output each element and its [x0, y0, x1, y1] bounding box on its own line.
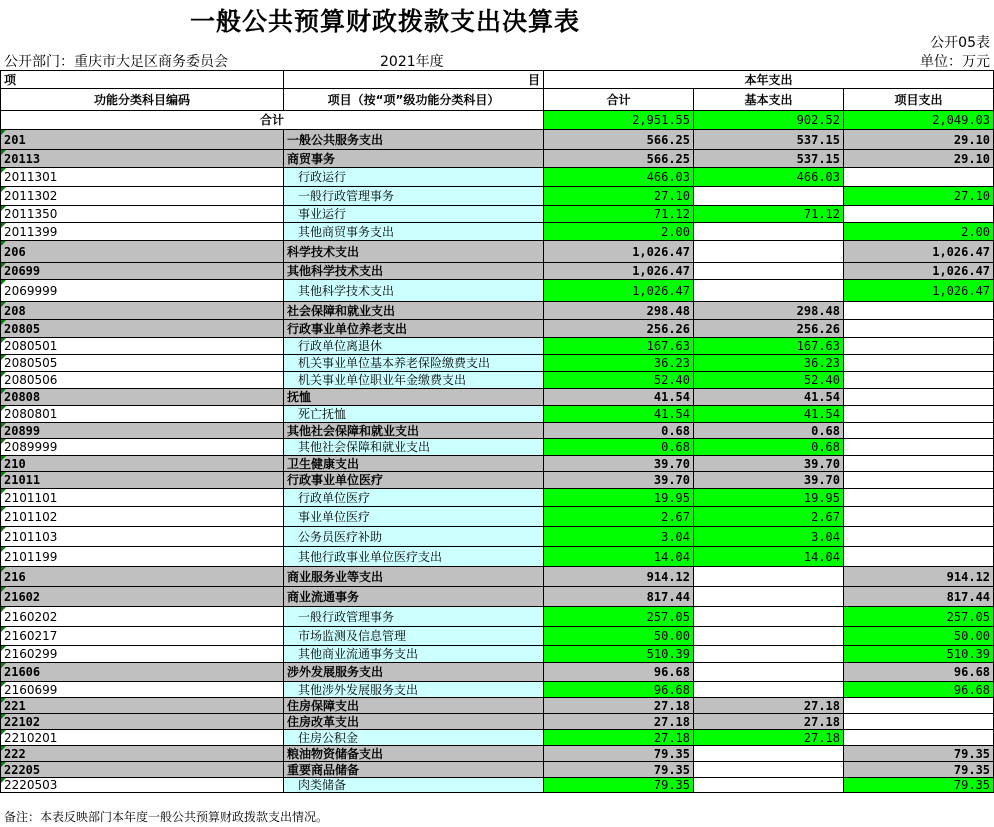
row-name: 行政单位离退休 [284, 338, 544, 355]
row-project [844, 472, 994, 489]
row-total: 52.40 [544, 372, 694, 389]
row-project: 914.12 [844, 567, 994, 587]
row-code: 2160299 [1, 646, 284, 663]
row-basic [694, 263, 844, 280]
row-total: 96.68 [544, 682, 694, 698]
row-total: 257.05 [544, 607, 694, 627]
row-code: 2080505 [1, 355, 284, 372]
row-name: 一般公共服务支出 [284, 130, 544, 150]
row-total: 39.70 [544, 456, 694, 472]
table-row [1, 456, 994, 472]
row-name: 机关事业单位基本养老保险缴费支出 [284, 355, 544, 372]
row-basic: 71.12 [694, 206, 844, 223]
row-code: 2220503 [1, 778, 284, 793]
row-basic: 41.54 [694, 406, 844, 423]
row-total: 27.18 [544, 698, 694, 714]
row-total: 0.68 [544, 439, 694, 456]
row-code: 2160217 [1, 627, 284, 646]
row-total: 96.68 [544, 663, 694, 682]
row-basic [694, 587, 844, 607]
row-total: 2.00 [544, 223, 694, 241]
row-project [844, 547, 994, 567]
budget-table [0, 70, 994, 793]
row-total: 1,026.47 [544, 280, 694, 302]
row-name: 事业单位医疗 [284, 507, 544, 527]
row-name: 行政单位医疗 [284, 489, 544, 507]
row-name: 一般行政管理事务 [284, 607, 544, 627]
table-row [1, 698, 994, 714]
row-basic [694, 646, 844, 663]
row-basic: 256.26 [694, 320, 844, 338]
row-project: 50.00 [844, 627, 994, 646]
row-name: 科学技术支出 [284, 241, 544, 263]
row-total: 27.18 [544, 714, 694, 730]
row-name: 住房改革支出 [284, 714, 544, 730]
row-code: 20805 [1, 320, 284, 338]
row-name: 商业服务业等支出 [284, 567, 544, 587]
row-basic [694, 187, 844, 206]
table-row [1, 663, 994, 682]
row-project: 2.00 [844, 223, 994, 241]
table-row [1, 730, 994, 746]
row-project: 29.10 [844, 150, 994, 168]
row-name: 社会保障和就业支出 [284, 302, 544, 320]
row-name: 其他商贸事务支出 [284, 223, 544, 241]
row-name: 事业运行 [284, 206, 544, 223]
row-name: 粮油物资储备支出 [284, 746, 544, 762]
row-code: 22205 [1, 762, 284, 778]
table-row [1, 489, 994, 507]
row-project [844, 698, 994, 714]
row-basic [694, 682, 844, 698]
row-total: 510.39 [544, 646, 694, 663]
row-total: 1,026.47 [544, 263, 694, 280]
row-code: 2101103 [1, 527, 284, 547]
row-project: 27.10 [844, 187, 994, 206]
row-total: 3.04 [544, 527, 694, 547]
row-project [844, 168, 994, 187]
row-basic: 2.67 [694, 507, 844, 527]
row-basic: 39.70 [694, 472, 844, 489]
row-total: 256.26 [544, 320, 694, 338]
row-code: 210 [1, 456, 284, 472]
row-project: 96.68 [844, 682, 994, 698]
table-row [1, 646, 994, 663]
table-row [1, 355, 994, 372]
row-code: 216 [1, 567, 284, 587]
row-project [844, 355, 994, 372]
row-basic: 466.03 [694, 168, 844, 187]
row-code: 20808 [1, 389, 284, 406]
row-total: 36.23 [544, 355, 694, 372]
row-total: 79.35 [544, 746, 694, 762]
row-total: 566.25 [544, 130, 694, 150]
header-basic: 基本支出 [694, 89, 844, 111]
row-name: 死亡抚恤 [284, 406, 544, 423]
row-name: 市场监测及信息管理 [284, 627, 544, 646]
row-code: 2069999 [1, 280, 284, 302]
row-basic [694, 223, 844, 241]
row-total: 19.95 [544, 489, 694, 507]
row-name: 商贸事务 [284, 150, 544, 168]
table-row [1, 607, 994, 627]
row-project [844, 406, 994, 423]
table-row [1, 567, 994, 587]
header-name: 项目（按“项”级功能分类科目） [284, 89, 544, 111]
row-total: 298.48 [544, 302, 694, 320]
table-row [1, 168, 994, 187]
table-row [1, 187, 994, 206]
row-code: 2011301 [1, 168, 284, 187]
row-basic [694, 627, 844, 646]
row-basic: 27.18 [694, 714, 844, 730]
row-project [844, 372, 994, 389]
row-name: 其他科学技术支出 [284, 263, 544, 280]
row-code: 2210201 [1, 730, 284, 746]
row-project: 96.68 [844, 663, 994, 682]
row-project: 29.10 [844, 130, 994, 150]
row-total: 41.54 [544, 389, 694, 406]
row-total: 466.03 [544, 168, 694, 187]
table-row [1, 130, 994, 150]
row-project: 79.35 [844, 746, 994, 762]
row-basic [694, 762, 844, 778]
row-basic: 41.54 [694, 389, 844, 406]
table-row [1, 206, 994, 223]
row-name: 其他科学技术支出 [284, 280, 544, 302]
row-code: 2011302 [1, 187, 284, 206]
row-code: 2080801 [1, 406, 284, 423]
row-name: 卫生健康支出 [284, 456, 544, 472]
row-project [844, 489, 994, 507]
row-basic [694, 778, 844, 793]
table-row [1, 682, 994, 698]
table-row [1, 302, 994, 320]
row-project: 79.35 [844, 762, 994, 778]
row-name: 行政事业单位医疗 [284, 472, 544, 489]
row-name: 行政事业单位养老支出 [284, 320, 544, 338]
row-name: 肉类储备 [284, 778, 544, 793]
row-code: 2080501 [1, 338, 284, 355]
header-row-1 [1, 71, 994, 89]
row-total: 71.12 [544, 206, 694, 223]
row-basic: 298.48 [694, 302, 844, 320]
row-project: 1,026.47 [844, 263, 994, 280]
row-basic: 0.68 [694, 423, 844, 439]
row-code: 2011399 [1, 223, 284, 241]
row-project: 510.39 [844, 646, 994, 663]
table-row [1, 320, 994, 338]
table-row [1, 241, 994, 263]
row-basic: 36.23 [694, 355, 844, 372]
table-row [1, 472, 994, 489]
row-code: 21606 [1, 663, 284, 682]
table-row [1, 762, 994, 778]
total-project: 2,049.03 [844, 111, 994, 130]
row-name: 行政运行 [284, 168, 544, 187]
page-title: 一般公共预算财政拨款支出决算表 [190, 7, 581, 36]
row-project [844, 714, 994, 730]
row-basic [694, 746, 844, 762]
header-total: 合计 [544, 89, 694, 111]
row-total: 914.12 [544, 567, 694, 587]
row-basic [694, 241, 844, 263]
row-project: 817.44 [844, 587, 994, 607]
row-project [844, 507, 994, 527]
table-row [1, 372, 994, 389]
row-project [844, 389, 994, 406]
row-name: 其他商业流通事务支出 [284, 646, 544, 663]
row-basic: 167.63 [694, 338, 844, 355]
row-name: 商业流通事务 [284, 587, 544, 607]
row-basic: 537.15 [694, 150, 844, 168]
row-total: 50.00 [544, 627, 694, 646]
row-code: 221 [1, 698, 284, 714]
row-code: 2160202 [1, 607, 284, 627]
row-code: 2080506 [1, 372, 284, 389]
row-code: 21011 [1, 472, 284, 489]
table-row [1, 439, 994, 456]
row-project [844, 338, 994, 355]
table-row [1, 714, 994, 730]
total-total: 2,951.55 [544, 111, 694, 130]
row-name: 其他社会保障和就业支出 [284, 439, 544, 456]
table-row [1, 423, 994, 439]
row-basic [694, 607, 844, 627]
table-row [1, 627, 994, 646]
row-project: 1,026.47 [844, 280, 994, 302]
row-code: 2011350 [1, 206, 284, 223]
row-code: 2101101 [1, 489, 284, 507]
table-row [1, 778, 994, 793]
row-project: 79.35 [844, 778, 994, 793]
row-total: 2.67 [544, 507, 694, 527]
row-basic [694, 280, 844, 302]
row-name: 住房公积金 [284, 730, 544, 746]
table-row [1, 527, 994, 547]
row-total: 167.63 [544, 338, 694, 355]
row-basic: 537.15 [694, 130, 844, 150]
row-total: 27.18 [544, 730, 694, 746]
row-name: 一般行政管理事务 [284, 187, 544, 206]
row-basic: 0.68 [694, 439, 844, 456]
row-name: 涉外发展服务支出 [284, 663, 544, 682]
row-total: 14.04 [544, 547, 694, 567]
header-row-2 [1, 89, 994, 111]
row-basic: 19.95 [694, 489, 844, 507]
row-name: 重要商品储备 [284, 762, 544, 778]
row-project [844, 320, 994, 338]
row-name: 其他社会保障和就业支出 [284, 423, 544, 439]
row-code: 20899 [1, 423, 284, 439]
header-item-right: 目 [284, 71, 544, 89]
row-total: 39.70 [544, 472, 694, 489]
row-project [844, 439, 994, 456]
row-code: 21602 [1, 587, 284, 607]
row-basic: 27.18 [694, 698, 844, 714]
table-row [1, 280, 994, 302]
row-total: 0.68 [544, 423, 694, 439]
row-project [844, 456, 994, 472]
row-project [844, 423, 994, 439]
table-row [1, 547, 994, 567]
row-basic [694, 663, 844, 682]
table-row [1, 406, 994, 423]
row-code: 208 [1, 302, 284, 320]
row-basic: 27.18 [694, 730, 844, 746]
total-basic: 902.52 [694, 111, 844, 130]
table-row [1, 389, 994, 406]
table-row [1, 263, 994, 280]
row-name: 其他涉外发展服务支出 [284, 682, 544, 698]
row-basic: 52.40 [694, 372, 844, 389]
row-code: 201 [1, 130, 284, 150]
row-total: 27.10 [544, 187, 694, 206]
row-total: 79.35 [544, 762, 694, 778]
table-row [1, 338, 994, 355]
row-name: 公务员医疗补助 [284, 527, 544, 547]
row-code: 2089999 [1, 439, 284, 456]
row-total: 1,026.47 [544, 241, 694, 263]
header-project: 项目支出 [844, 89, 994, 111]
row-project [844, 527, 994, 547]
row-basic: 39.70 [694, 456, 844, 472]
row-project [844, 730, 994, 746]
row-code: 2160699 [1, 682, 284, 698]
year-label: 2021年度 [380, 54, 444, 70]
header-this-year: 本年支出 [544, 71, 994, 89]
row-code: 222 [1, 746, 284, 762]
row-project [844, 206, 994, 223]
total-row [1, 111, 994, 130]
row-name: 其他行政事业单位医疗支出 [284, 547, 544, 567]
row-project [844, 302, 994, 320]
row-basic: 14.04 [694, 547, 844, 567]
footnote: 备注：本表反映部门本年度一般公共预算财政拨款支出情况。 [4, 810, 329, 824]
unit-label: 单位：万元 [920, 54, 990, 70]
header-item-left: 项 [1, 71, 284, 89]
row-code: 20113 [1, 150, 284, 168]
row-name: 住房保障支出 [284, 698, 544, 714]
row-total: 566.25 [544, 150, 694, 168]
row-code: 2101199 [1, 547, 284, 567]
row-name: 抚恤 [284, 389, 544, 406]
row-total: 817.44 [544, 587, 694, 607]
table-row [1, 746, 994, 762]
table-row [1, 150, 994, 168]
row-project: 257.05 [844, 607, 994, 627]
department-label: 公开部门：重庆市大足区商务委员会 [4, 54, 228, 70]
row-total: 79.35 [544, 778, 694, 793]
form-number: 公开05表 [930, 35, 990, 51]
row-code: 22102 [1, 714, 284, 730]
row-project: 1,026.47 [844, 241, 994, 263]
row-code: 206 [1, 241, 284, 263]
row-code: 2101102 [1, 507, 284, 527]
row-name: 机关事业单位职业年金缴费支出 [284, 372, 544, 389]
row-basic: 3.04 [694, 527, 844, 547]
table-row [1, 587, 994, 607]
header-code: 功能分类科目编码 [1, 89, 284, 111]
row-total: 41.54 [544, 406, 694, 423]
row-basic [694, 567, 844, 587]
table-row [1, 223, 994, 241]
row-code: 20699 [1, 263, 284, 280]
table-row [1, 507, 994, 527]
total-label: 合计 [1, 111, 544, 130]
